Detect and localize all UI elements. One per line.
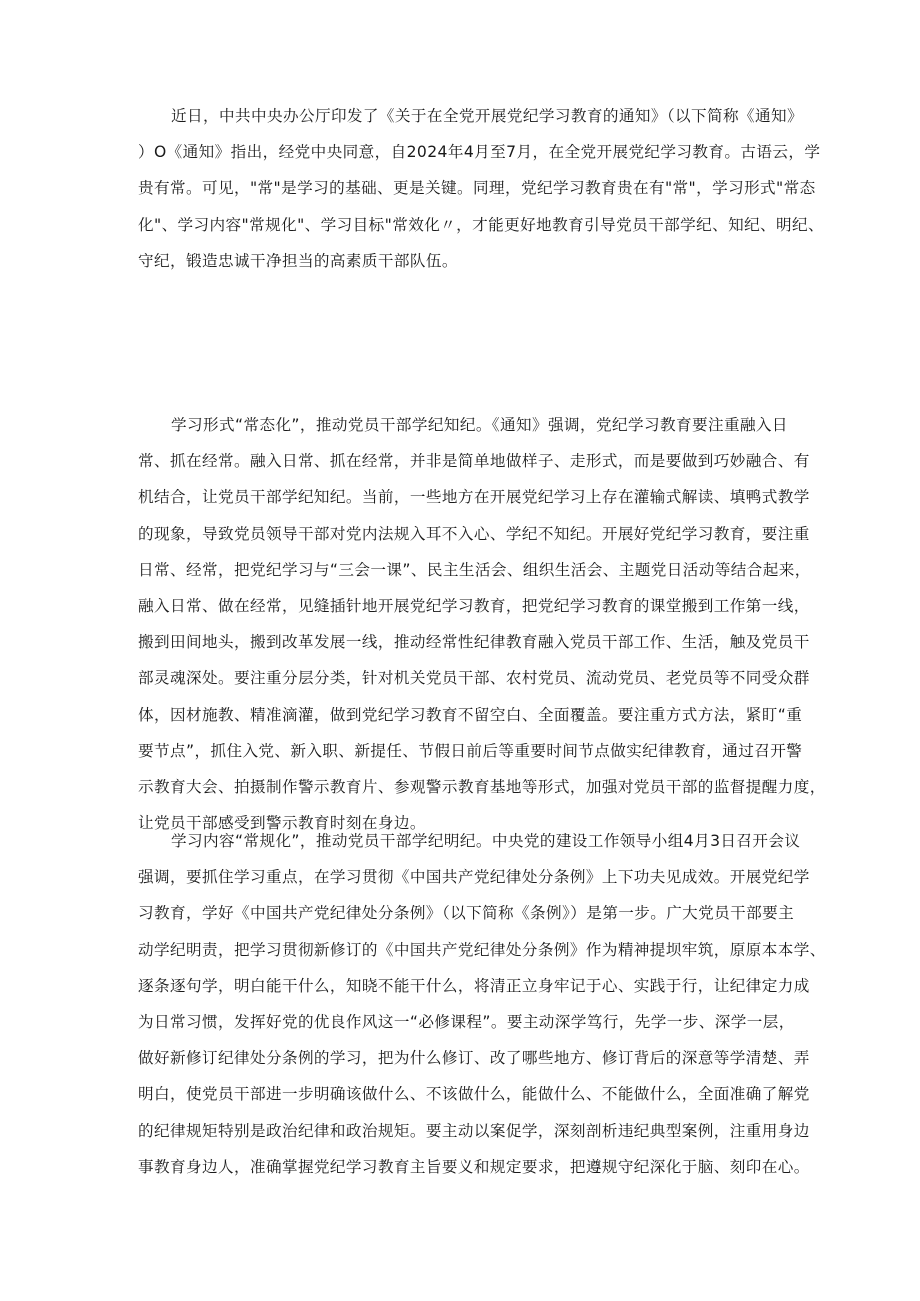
text-line: 的现象，导致党员领导干部对党内法规入耳不入心、学纪不知纪。开展好党纪学习教育，要注重 <box>138 524 810 543</box>
text-line: 示教育大会、拍摄制作警示教育片、参观警示教育基地等形式，加强对党员干部的监督提醒力度， <box>138 777 826 796</box>
text-line: 搬到田间地头，搬到改革发展一线，推动经常性纪律教育融入党员干部工作、生活，触及党员干 <box>138 633 810 652</box>
text-line: 逐条逐句学，明白能干什么，知晓不能干什么，将清正立身牢记于心、实践于行，让纪律定力成 <box>138 976 810 995</box>
text-line: 做好新修订纪律处分条例的学习，把为什么修订、改了哪些地方、修订背后的深意等学清楚、弄 <box>138 1049 810 1068</box>
text-line: ）O《通知》指出，经党中央同意，自2024年4月至7月，在全党开展党纪学习教育。古语云，学 <box>138 143 821 162</box>
text-line: 近日，中共中央办公厅印发了《关于在全党开展党纪学习教育的通知》（以下简称《通知》 <box>171 107 803 125</box>
text-line: 为日常习惯，发挥好党的优良作风这一“必修课程”。要主动深学笃行，先学一步、深学一层， <box>138 1012 795 1031</box>
text-line: 融入日常、做在经常，见缝插针地开展党纪学习教育，把党纪学习教育的课堂搬到工作第一线， <box>138 596 810 615</box>
text-line: 习教育，学好《中国共产党纪律处分条例》（以下简称《条例》）是第一步。广大党员干部要主 <box>138 904 795 923</box>
text-line: 部灵魂深处。要注重分层分类，针对机关党员干部、农村党员、流动党员、老党员等不同受众群 <box>138 669 810 688</box>
text-line: 让党员干部感受到警示教育时刻在身边。 <box>138 814 426 833</box>
text-line: 明白，使党员干部进一步明确该做什么、不该做什么，能做什么、不能做什么，全面准确了解党 <box>138 1085 810 1104</box>
text-line: 日常、经常，把党纪学习与“三会一课”、民主生活会、组织生活会、主题党日活动等结合起来， <box>138 560 811 579</box>
text-line: 机结合，让党员干部学纪知纪。当前，一些地方在开展党纪学习上存在灌输式解读、填鸭式教学 <box>138 488 810 507</box>
text-line: 贵有常。可见，"常"是学习的基础、更是关键。同理，党纪学习教育贵在有"常"，学习形式"常态 <box>138 179 816 198</box>
text-line: 守纪，锻造忠诚干净担当的高素质干部队伍。 <box>138 251 458 270</box>
text-line: 的纪律规矩特别是政治纪律和政治规矩。要主动以案促学，深刻剖析违纪典型案例，注重用身边 <box>138 1121 810 1140</box>
text-line: 学习形式“常态化”，推动党员干部学纪知纪。《通知》强调，党纪学习教育要注重融入日 <box>171 416 788 434</box>
text-line: 事教育身边人，准确掌握党纪学习教育主旨要义和规定要求，把遵规守纪深化于脑、刻印在心。 <box>138 1157 810 1176</box>
text-line: 化"、学习内容"常规化"、学习目标"常效化〃，才能更好地教育引导党员干部学纪、知纪、明纪、 <box>138 215 825 234</box>
text-line: 动学纪明责，把学习贯彻新修订的《中国共产党纪律处分条例》作为精神提坝牢筑，原原本本学、 <box>138 940 826 959</box>
text-line: 常、抓在经常。融入日常、抓在经常，并非是简单地做样子、走形式，而是要做到巧妙融合、有 <box>138 452 810 471</box>
text-line: 体，因材施教、精准滴灌，做到党纪学习教育不留空白、全面覆盖。要注重方式方法，紧盯“重 <box>138 705 803 724</box>
paragraph-intro <box>138 98 825 279</box>
text-line: 要节点”，抓住入党、新入职、新提任、节假日前后等重要时间节点做实纪律教育，通过召开警 <box>138 741 803 760</box>
paragraph-study-content <box>138 823 826 1185</box>
text-line: 学习内容“常规化”，推动党员干部学纪明纪。中央党的建设工作领导小组4月3日召开会议 <box>171 832 801 850</box>
text-line: 强调，要抓住学习重点，在学习贯彻《中国共产党纪律处分条例》上下功夫见成效。开展党纪学 <box>138 868 810 887</box>
